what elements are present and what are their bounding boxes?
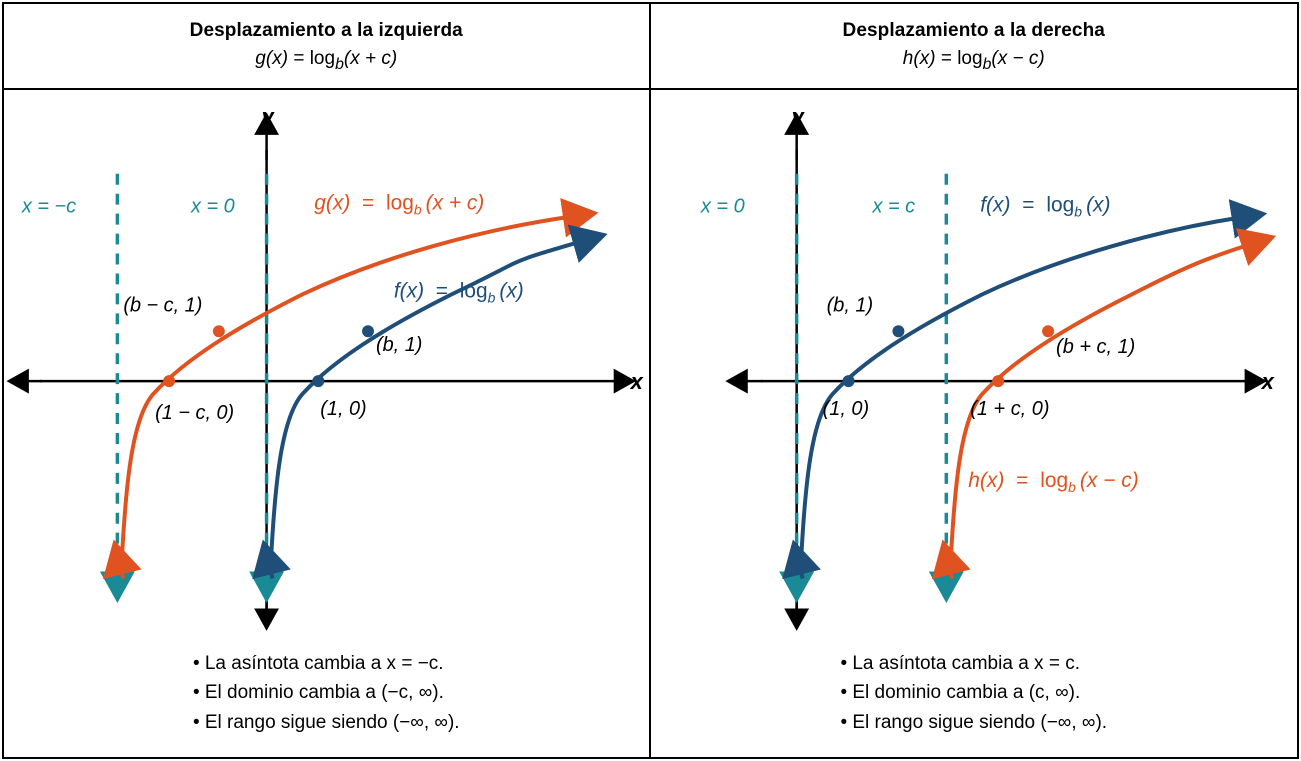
panel-right-formula [903, 48, 1045, 75]
panel-right-header [651, 4, 1298, 90]
label-curve-g-base: b [413, 201, 422, 218]
point-b-minus-c-1 [213, 325, 225, 337]
label-asymptote-x-c: x = c [871, 195, 915, 218]
panel-right-formula-fn: h(x) [902, 47, 936, 69]
y-axis-left-label: y [261, 103, 274, 129]
label-curve-h [968, 469, 1138, 495]
panel-left-header [4, 4, 649, 90]
label-curve-f-arg: (x) [499, 279, 524, 303]
panel-left-formula-eq: = [293, 47, 305, 69]
label-curve-g-eq: = [362, 191, 375, 215]
label-curve-f-base: b [487, 289, 496, 306]
point-1-0 [312, 375, 324, 387]
label-asymptote-x-zero: x = 0 [190, 195, 235, 218]
label-curve-f-right-eq: = [1021, 193, 1035, 217]
label-curve-g-log: log [386, 191, 414, 215]
label-curve-g [314, 192, 484, 218]
panel-right-formula-log: log [957, 47, 983, 69]
point-b-1 [362, 325, 374, 337]
panel-left-body [4, 90, 649, 757]
panel-left-bullet-2: • El dominio cambia a (−c, ∞). [192, 682, 444, 704]
label-curve-h-base: b [1067, 478, 1076, 495]
point-b-1-right [892, 325, 904, 337]
panel-right-bullet-1: • La asíntota cambia a x = c. [840, 652, 1080, 674]
label-curve-g-arg: (x + c) [425, 191, 485, 215]
label-curve-f-right-log: log [1045, 193, 1074, 217]
label-point-1-plus-c-0: (1 + c, 0) [969, 398, 1050, 421]
panel-right-title: Desplazamiento a la derecha [842, 20, 1105, 42]
panel-left-formula-fn: g(x) [255, 47, 289, 69]
label-asymptote-x-neg-c: x = −c [21, 195, 77, 218]
label-point-1-minus-c-0: (1 − c, 0) [155, 401, 235, 425]
x-axis-right-label: x [1261, 369, 1274, 395]
label-curve-h-arg: (x − c) [1079, 468, 1139, 492]
label-point-b-minus-c-1: (b − c, 1) [123, 294, 203, 317]
panel-left-bullet-1: • La asíntota cambia a x = −c. [192, 652, 444, 674]
label-curve-h-fn: h(x) [967, 468, 1004, 492]
panel-left-formula-log: log [309, 47, 336, 69]
panel-left-formula-base: b [335, 55, 344, 73]
panel-left-bullets [4, 649, 649, 737]
panel-right-formula-eq: = [940, 47, 952, 69]
panel-left-formula [255, 48, 397, 75]
label-curve-f [394, 279, 524, 305]
label-asymptote-x-zero-right: x = 0 [700, 195, 745, 218]
panel-right-formula-arg: (x − c) [991, 47, 1045, 69]
panel-right-shift [651, 4, 1298, 757]
panel-right-body [651, 90, 1298, 757]
label-curve-h-eq: = [1015, 468, 1028, 492]
y-axis-right-label: y [791, 103, 804, 129]
label-point-1-0: (1, 0) [320, 398, 367, 421]
label-curve-f-right-base: b [1073, 203, 1082, 220]
point-1-plus-c-0 [992, 375, 1004, 387]
label-point-b-1-right: (b, 1) [826, 294, 873, 317]
label-curve-f-right-fn: f(x) [979, 193, 1010, 217]
x-axis-left-label: x [630, 369, 643, 395]
label-curve-f-eq: = [435, 279, 449, 303]
label-point-b-1: (b, 1) [375, 334, 423, 357]
point-1-0-right [842, 375, 854, 387]
panel-right-bullets [651, 649, 1298, 737]
panel-right-bullet-2: • El dominio cambia a (c, ∞). [840, 682, 1081, 704]
label-curve-g-fn: g(x) [314, 191, 351, 215]
label-curve-f-fn: f(x) [393, 279, 425, 303]
label-point-1-0-right: (1, 0) [822, 398, 869, 421]
panel-left-shift [4, 4, 651, 757]
panel-right-formula-base: b [982, 55, 992, 73]
point-1-minus-c-0 [163, 375, 175, 387]
curve-f-right [800, 218, 1239, 569]
label-curve-f-right [980, 194, 1110, 220]
label-curve-f-right-arg: (x) [1085, 193, 1111, 217]
figure-frame [2, 2, 1299, 759]
label-curve-f-log: log [459, 279, 488, 303]
panel-left-title: Desplazamiento a la izquierda [189, 20, 463, 42]
label-point-b-plus-c-1: (b + c, 1) [1055, 336, 1135, 359]
panel-left-bullet-3: • El rango sigue siendo (−∞, ∞). [192, 711, 460, 733]
panel-right-bullet-3: • El rango sigue siendo (−∞, ∞). [840, 711, 1108, 733]
panel-left-formula-arg: (x + c) [343, 47, 398, 69]
label-curve-h-log: log [1039, 468, 1068, 492]
point-b-plus-c-1 [1042, 325, 1054, 337]
